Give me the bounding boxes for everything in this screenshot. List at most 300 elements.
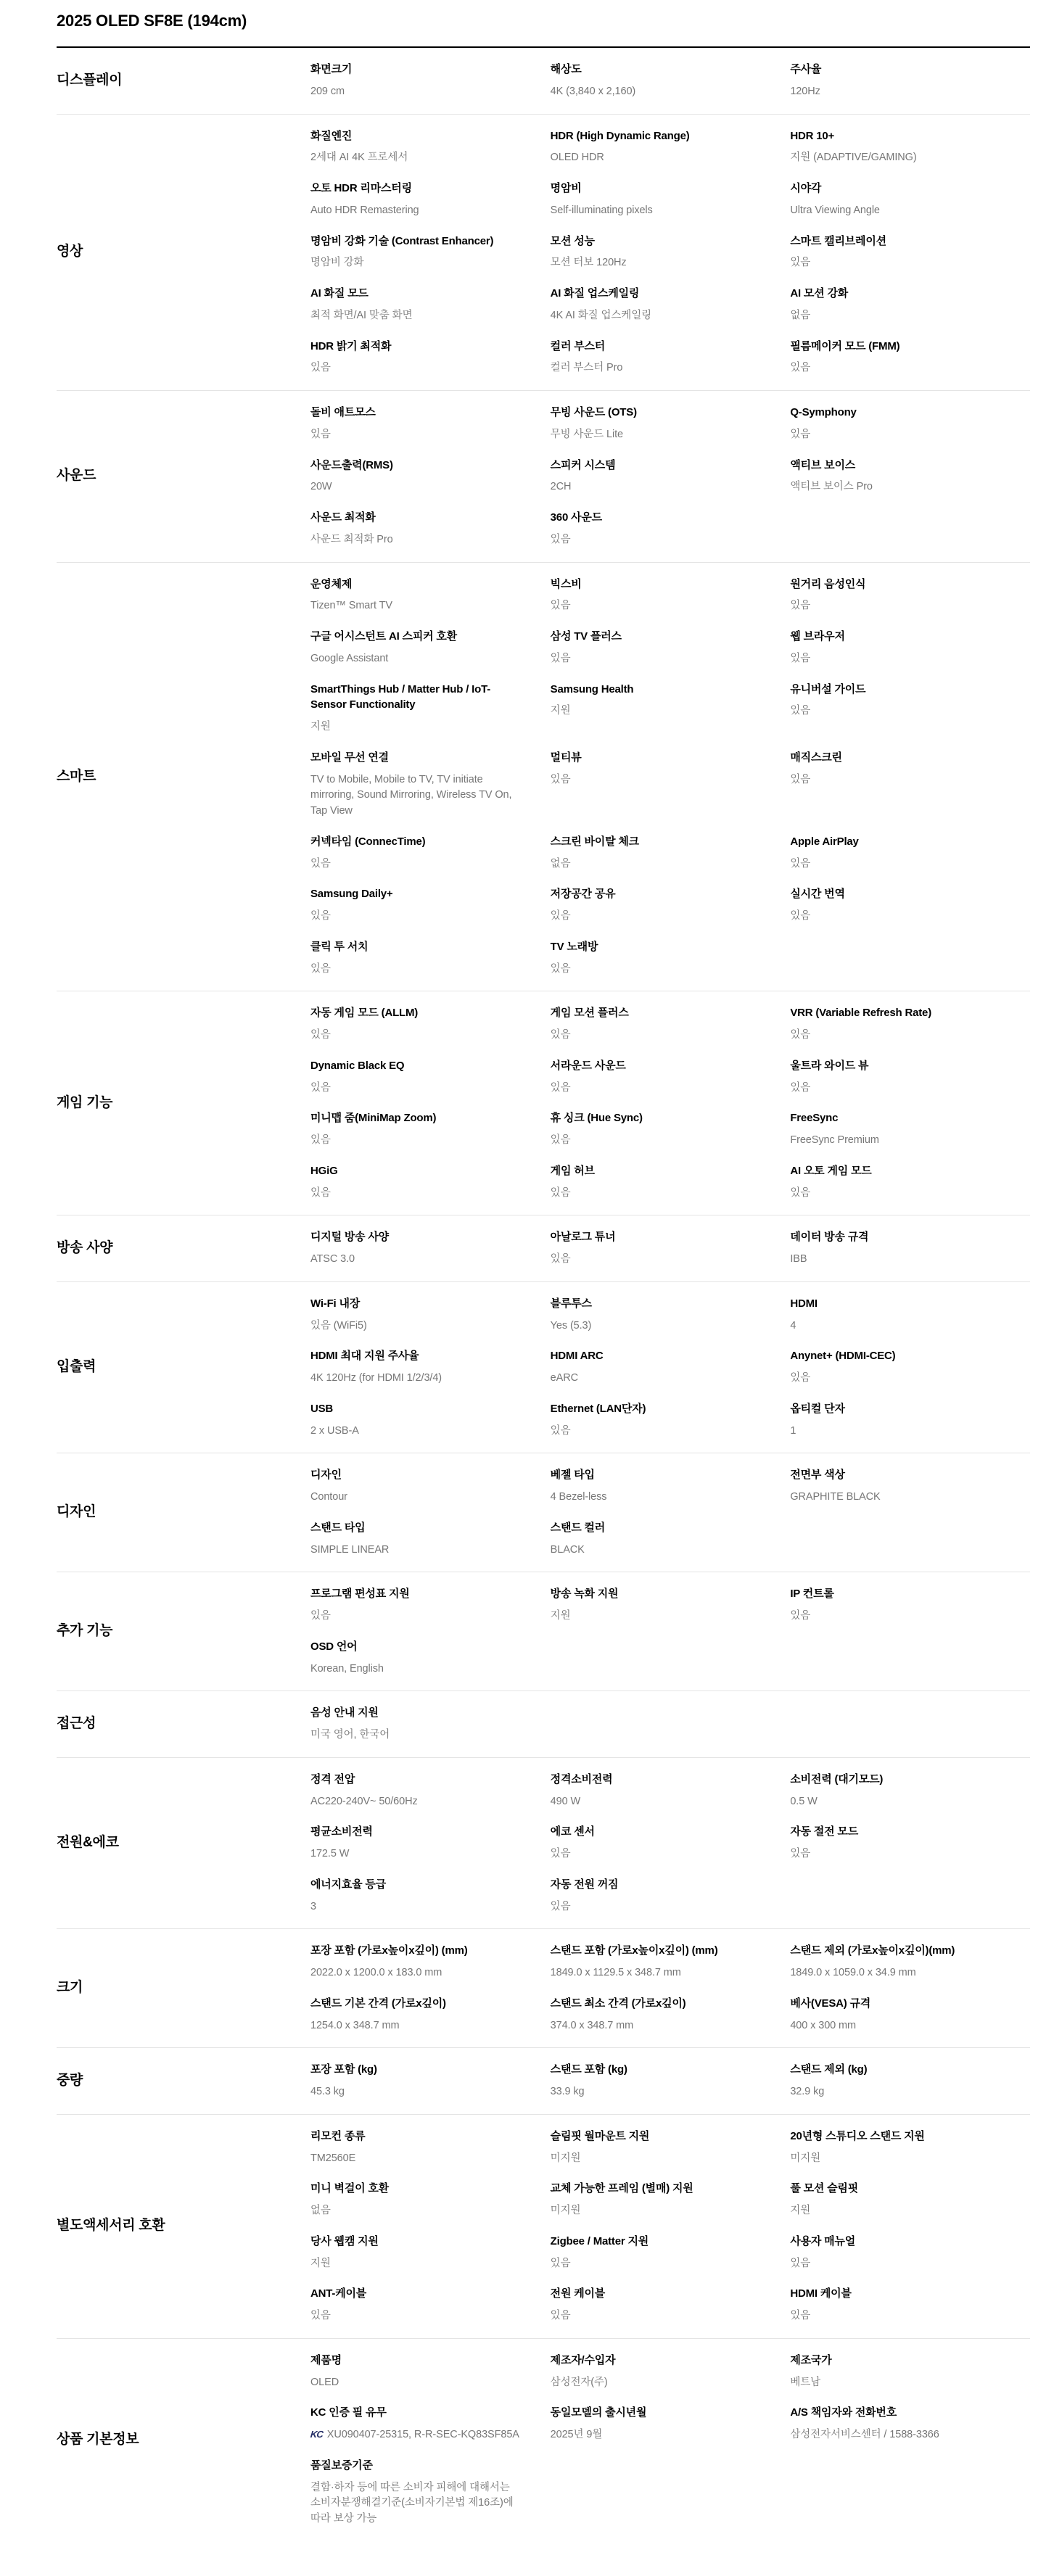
spec-name: 슬림핏 월마운트 지원 (550, 2129, 650, 2142)
spec-name: 사용자 매뉴얼 (790, 2234, 856, 2247)
spec-value-text: 있음 (310, 857, 331, 870)
section-label-accessibility: 접근성 (57, 1716, 96, 1732)
spec-cell (790, 1341, 1030, 1394)
spec-value (310, 2375, 520, 2391)
spec-value (551, 2018, 760, 2034)
spec-value-text: 있음 (310, 1081, 331, 1094)
spec-value-text: 지원 (310, 2257, 331, 2269)
spec-value-text: 있음 (790, 257, 811, 269)
spec-value-text: 172.5 W (310, 1848, 350, 1859)
spec-name: Samsung Health (550, 682, 634, 695)
spec-name: IP 컨트롤 (790, 1588, 834, 1601)
spec-name: 실시간 번역 (790, 888, 845, 901)
spec-cell (310, 2055, 551, 2108)
spec-value-text: 있음 (790, 2310, 811, 2321)
spec-value-text: 0.5 W (790, 1795, 818, 1807)
section-label-accessory-compat: 별도액세서리 호환 (57, 2218, 165, 2234)
spec-name: 리모컨 종류 (310, 2129, 366, 2142)
spec-value (551, 1318, 760, 1334)
spec-name: HDMI (790, 1297, 818, 1310)
section-label-sound: 사운드 (57, 468, 96, 484)
spec-name: 미니 벽걸이 호환 (310, 2182, 389, 2195)
spec-cell (790, 827, 1030, 880)
spec-value (310, 2256, 520, 2272)
spec-value-text: Tizen™ Smart TV (310, 600, 392, 612)
spec-section-product-info (57, 2339, 1030, 2541)
spec-cell (310, 2226, 551, 2279)
spec-value (310, 2480, 520, 2527)
spec-name: A/S 책임자와 전화번호 (790, 2406, 897, 2419)
section-grid (310, 1453, 1030, 1572)
spec-value-text: 4 (790, 1319, 796, 1332)
spec-value-text: 지원 (790, 2205, 811, 2216)
spec-name: 서라운드 사운드 (550, 1059, 626, 1072)
spec-value (790, 1965, 1000, 1981)
spec-value-text: 1849.0 x 1129.5 x 348.7 mm (550, 1967, 681, 1978)
spec-value (310, 308, 520, 324)
spec-value-text: 있음 (790, 2257, 811, 2269)
section-grid (310, 1691, 1030, 1757)
spec-value-text: 있음 (790, 1372, 811, 1384)
spec-cell (790, 1051, 1030, 1104)
spec-cell-empty (790, 1870, 1030, 1923)
spec-cell (551, 2345, 791, 2398)
spec-value-text: 있음 (790, 600, 811, 612)
spec-value (790, 1252, 1000, 1268)
spec-name: 미니맵 줌(MiniMap Zoom) (310, 1112, 437, 1125)
spec-value-text: Korean, English (310, 1662, 384, 1675)
spec-value-text: AC220-240V~ 50/60Hz (310, 1795, 418, 1807)
spec-name: 모션 성능 (550, 234, 595, 247)
spec-value (551, 2203, 760, 2219)
spec-section-size (57, 1929, 1030, 2048)
spec-cell (790, 2174, 1030, 2226)
spec-name: 유니버설 가이드 (790, 682, 866, 695)
section-label-design: 디자인 (57, 1504, 96, 1520)
spec-cell (310, 932, 551, 985)
spec-value (310, 2151, 520, 2167)
spec-cell (310, 1870, 551, 1923)
spec-value-text: 490 W (550, 1795, 581, 1807)
spec-value-text: 있음 (550, 1848, 571, 1859)
spec-cell (790, 1156, 1030, 1209)
spec-cell (310, 226, 551, 279)
spec-name: AI 화질 모드 (310, 287, 369, 300)
spec-cell (790, 173, 1030, 226)
spec-cell (310, 503, 551, 556)
spec-value (551, 772, 760, 788)
spec-value-text: 지원 (ADAPTIVE/GAMING) (790, 152, 917, 164)
spec-value (790, 2018, 1000, 2034)
spec-section-sound (57, 391, 1030, 563)
spec-value (310, 1965, 520, 1981)
spec-value-text: 400 x 300 mm (790, 2019, 857, 2031)
spec-cell (790, 1579, 1030, 1632)
spec-value (790, 772, 1000, 788)
spec-value (551, 203, 760, 219)
spec-value-text: 2 x USB-A (310, 1424, 359, 1437)
spec-value (310, 479, 520, 495)
spec-cell-empty (551, 1698, 791, 1751)
spec-cell (310, 1289, 551, 1342)
spec-cell (790, 1989, 1030, 2042)
spec-cell (310, 1222, 551, 1275)
spec-value-text: 무빙 사운드 Lite (550, 428, 624, 440)
spec-value-text: 2CH (550, 481, 572, 493)
spec-value-text: Contour (310, 1491, 347, 1503)
spec-cell (310, 1817, 551, 1870)
spec-value (310, 598, 520, 614)
spec-value (790, 1028, 1000, 1044)
spec-value-text: 미지원 (550, 2152, 581, 2164)
spec-name: 구글 어시스턴트 AI 스피커 호환 (310, 630, 457, 643)
spec-value (551, 703, 760, 719)
spec-name: 스피커 시스템 (550, 458, 616, 471)
spec-value-text: 명암비 강화 (310, 257, 364, 269)
spec-name: 음성 안내 지원 (310, 1706, 379, 1720)
spec-value (551, 1252, 760, 1268)
spec-cell (551, 226, 791, 279)
spec-name: 옵티컬 단자 (790, 1402, 845, 1415)
spec-value (790, 2308, 1000, 2324)
spec-value-text: 있음 (550, 1081, 571, 1094)
spec-cell (551, 1341, 791, 1394)
spec-name: FreeSync (790, 1112, 839, 1125)
section-grid (310, 1282, 1030, 1453)
spec-name: Wi-Fi 내장 (310, 1297, 361, 1310)
spec-value-text: eARC (550, 1372, 578, 1384)
spec-value-text: 있음 (310, 428, 331, 440)
spec-cell (551, 54, 791, 107)
section-grid (310, 391, 1030, 562)
spec-cell (310, 1579, 551, 1632)
section-label-gaming: 게임 기능 (57, 1094, 113, 1110)
section-label-weight: 중량 (57, 2073, 83, 2089)
spec-value (310, 1846, 520, 1862)
spec-value-text: 있음 (550, 962, 571, 975)
spec-section-smart (57, 563, 1030, 992)
spec-cell (310, 1103, 551, 1156)
spec-value (551, 479, 760, 495)
spec-name: 풀 모션 슬림핏 (790, 2182, 859, 2195)
spec-cell (790, 226, 1030, 279)
spec-value-text: TM2560E (310, 2152, 356, 2164)
spec-value (310, 1490, 520, 1506)
spec-value (790, 2203, 1000, 2219)
spec-value-text: 20W (310, 481, 332, 493)
spec-value (310, 1318, 520, 1334)
spec-cell (551, 278, 791, 331)
spec-value (551, 532, 760, 548)
spec-name: 프로그램 편성표 지원 (310, 1588, 410, 1601)
spec-section-accessibility (57, 1691, 1030, 1758)
spec-value (551, 2256, 760, 2272)
spec-value-text: 결함·하자 등에 따른 소비자 피해에 대해서는 소비자분쟁해결기준(소비자기본법 제16조)에 따라 보상 가능 (310, 2481, 514, 2525)
spec-cell-empty (790, 2451, 1030, 2535)
section-label-extra-features: 추가 기능 (57, 1623, 113, 1639)
spec-name: 포장 포함 (kg) (310, 2063, 377, 2076)
spec-cell (551, 450, 791, 503)
section-grid (310, 2048, 1030, 2114)
spec-name: 주사율 (790, 63, 822, 75)
spec-name: 화질엔진 (310, 129, 353, 142)
spec-name: Dynamic Black EQ (310, 1059, 405, 1072)
spec-name: 전원 케이블 (550, 2287, 606, 2300)
spec-name: 베사(VESA) 규격 (790, 1997, 871, 2010)
section-label-size: 크기 (57, 1980, 83, 1996)
spec-value (790, 84, 1000, 100)
spec-name: 스탠드 타입 (310, 1521, 366, 1534)
spec-section-display (57, 48, 1030, 115)
spec-value (790, 255, 1000, 271)
spec-value (790, 703, 1000, 719)
spec-value-text: 없음 (550, 857, 571, 870)
spec-cell-empty (551, 2451, 791, 2535)
spec-value (551, 1965, 760, 1981)
spec-cell (310, 278, 551, 331)
spec-cell (310, 2121, 551, 2174)
section-grid (310, 1758, 1030, 1929)
spec-value-text: 있음 (310, 2310, 331, 2321)
spec-value (790, 651, 1000, 667)
spec-value (790, 1186, 1000, 1202)
spec-name: 평균소비전력 (310, 1825, 373, 1838)
spec-name: ANT-케이블 (310, 2287, 367, 2300)
spec-value (310, 2427, 520, 2443)
spec-value-text: 베트남 (790, 2376, 821, 2388)
spec-value (310, 2308, 520, 2324)
spec-cell (790, 2226, 1030, 2279)
spec-cell (551, 2398, 791, 2451)
spec-value (310, 1371, 520, 1387)
spec-name: Zigbee / Matter 지원 (550, 2234, 649, 2247)
spec-cell (551, 1579, 791, 1632)
spec-value-text: 있음 (550, 1900, 571, 1912)
spec-name: 디자인 (310, 1469, 342, 1482)
spec-value-text: 4K 120Hz (for HDMI 1/2/3/4) (310, 1372, 442, 1384)
spec-value (551, 598, 760, 614)
spec-value (551, 1794, 760, 1810)
section-grid (310, 563, 1030, 991)
section-grid (310, 991, 1030, 1215)
spec-value (790, 2427, 1000, 2443)
spec-name: 운영체제 (310, 577, 353, 590)
section-label-display: 디스플레이 (57, 72, 123, 88)
spec-name: 전면부 색상 (790, 1469, 845, 1482)
spec-value-text: Ultra Viewing Angle (790, 204, 880, 216)
section-label-power-eco: 전원&에코 (57, 1835, 119, 1851)
spec-name: 에너지효율 등급 (310, 1878, 386, 1891)
spec-value-text: 지원 (310, 721, 331, 732)
spec-cell (551, 1051, 791, 1104)
spec-name: USB (310, 1402, 334, 1415)
spec-value (310, 962, 520, 978)
spec-table (57, 48, 1030, 2541)
spec-value (790, 2151, 1000, 2167)
spec-name: 에코 센서 (550, 1825, 595, 1838)
spec-value-text: 있음 (310, 1610, 331, 1622)
spec-cell (790, 743, 1030, 827)
spec-value (551, 962, 760, 978)
spec-value (310, 1133, 520, 1149)
spec-value-text: 있음 (790, 362, 811, 374)
spec-cell (790, 54, 1030, 107)
spec-value-text: 삼성전자(주) (550, 2376, 608, 2388)
spec-value-text: 삼성전자서비스센터 / 1588-3366 (790, 2429, 939, 2440)
spec-value-text: 1849.0 x 1059.0 x 34.9 mm (790, 1967, 916, 1978)
spec-cell (551, 1103, 791, 1156)
spec-name: 명암비 강화 기술 (Contrast Enhancer) (310, 234, 494, 247)
spec-value-text: Self-illuminating pixels (550, 204, 653, 216)
spec-section-broadcast (57, 1215, 1030, 1282)
spec-cell (551, 1764, 791, 1817)
spec-cell (551, 1870, 791, 1923)
spec-cell (790, 674, 1030, 743)
spec-cell (790, 1103, 1030, 1156)
spec-value (790, 308, 1000, 324)
spec-value (310, 255, 520, 271)
spec-value (310, 1186, 520, 1202)
spec-section-weight (57, 2048, 1030, 2115)
spec-cell (310, 397, 551, 450)
spec-name: 방송 녹화 지원 (550, 1588, 619, 1601)
spec-name: HDR 10+ (790, 129, 835, 142)
spec-cell (551, 503, 791, 556)
spec-value (551, 1490, 760, 1506)
spec-cell (551, 1289, 791, 1342)
section-label-io: 입출력 (57, 1359, 96, 1375)
spec-cell (790, 1289, 1030, 1342)
spec-value (551, 856, 760, 872)
spec-value (551, 651, 760, 667)
spec-cell (551, 879, 791, 932)
spec-value-text: IBB (790, 1253, 807, 1265)
spec-value (551, 2308, 760, 2324)
spec-cell (551, 743, 791, 827)
spec-value-text: 액티브 보이스 Pro (790, 481, 873, 493)
spec-cell (790, 278, 1030, 331)
spec-name: 동일모델의 출시년월 (550, 2406, 647, 2419)
spec-name: 빅스비 (550, 577, 582, 590)
spec-value (551, 308, 760, 324)
spec-name: 해상도 (550, 63, 582, 75)
spec-cell (310, 879, 551, 932)
spec-cell-empty (551, 1632, 791, 1685)
spec-name: 스마트 캘리브레이션 (790, 234, 886, 247)
spec-name: Anynet+ (HDMI-CEC) (790, 1350, 896, 1363)
spec-name: 자동 절전 모드 (790, 1825, 859, 1838)
spec-value-text: 있음 (550, 1186, 571, 1199)
spec-value-text: Google Assistant (310, 652, 389, 664)
spec-name: 게임 모션 플러스 (550, 1007, 629, 1020)
spec-cell (310, 1989, 551, 2042)
spec-value (551, 1371, 760, 1387)
spec-value-text: 있음 (550, 910, 571, 922)
spec-value-text: 최적 화면/AI 맞춤 화면 (310, 309, 413, 321)
spec-name: HGiG (310, 1164, 338, 1177)
spec-cell (310, 743, 551, 827)
spec-name: 액티브 보이스 (790, 458, 856, 471)
spec-cell (551, 1460, 791, 1513)
spec-name: 정격 전압 (310, 1772, 355, 1786)
spec-cell (551, 2055, 791, 2108)
spec-value-text: 있음 (790, 1610, 811, 1622)
spec-section-gaming (57, 991, 1030, 1215)
spec-cell (310, 622, 551, 674)
spec-name: 제조국가 (790, 2353, 832, 2366)
spec-cell (310, 1936, 551, 1989)
spec-cell (551, 1817, 791, 1870)
spec-cell (310, 173, 551, 226)
spec-cell (790, 121, 1030, 174)
spec-cell (551, 121, 791, 174)
spec-value (310, 1661, 520, 1677)
section-label-broadcast: 방송 사양 (57, 1240, 113, 1256)
spec-name: 자동 게임 모드 (ALLM) (310, 1007, 419, 1020)
spec-name: 20년형 스튜디오 스탠드 지원 (790, 2129, 925, 2142)
section-grid (310, 2339, 1030, 2541)
spec-name: AI 오토 게임 모드 (790, 1164, 872, 1177)
spec-cell (310, 1513, 551, 1566)
spec-cell-empty (790, 503, 1030, 556)
spec-cell (790, 1936, 1030, 1989)
spec-cell-empty (790, 1632, 1030, 1685)
spec-value-text: 있음 (550, 773, 571, 785)
spec-cell (310, 54, 551, 107)
spec-section-accessory-compat (57, 2115, 1030, 2339)
spec-value-text: BLACK (550, 1543, 585, 1556)
spec-value (551, 2427, 760, 2443)
spec-value-text: 없음 (790, 309, 811, 321)
spec-cell (551, 331, 791, 384)
spec-value (310, 651, 520, 667)
spec-cell (790, 397, 1030, 450)
section-label-video: 영상 (57, 244, 83, 260)
spec-value-text: 있음 (310, 962, 331, 975)
spec-value-text: 있음 (550, 2310, 571, 2321)
spec-value-text: OLED HDR (550, 152, 604, 164)
section-grid (310, 115, 1030, 391)
spec-cell (310, 1460, 551, 1513)
section-label-smart: 스마트 (57, 768, 96, 784)
spec-value-text: 있음 (310, 1186, 331, 1199)
spec-value-text: 미국 영어, 한국어 (310, 1729, 390, 1741)
spec-value-text: XU090407-25315, R-R-SEC-KQ83SF85A (326, 2429, 519, 2440)
spec-name: 클릭 투 서치 (310, 940, 369, 953)
section-grid (310, 1572, 1030, 1690)
spec-cell-empty (790, 932, 1030, 985)
spec-value-text: 컬러 부스터 Pro (550, 362, 623, 374)
spec-cell (551, 1936, 791, 1989)
spec-value-text: 209 cm (310, 85, 345, 97)
spec-name: 사운드 최적화 (310, 511, 376, 524)
spec-value (551, 1543, 760, 1559)
spec-name: Ethernet (LAN단자) (550, 1402, 646, 1415)
spec-value (790, 2084, 1000, 2100)
spec-cell (551, 674, 791, 743)
spec-value (790, 1609, 1000, 1625)
spec-value (790, 2256, 1000, 2272)
spec-cell (790, 622, 1030, 674)
spec-value-text: 있음 (550, 1029, 571, 1041)
spec-value (551, 1081, 760, 1097)
spec-value (790, 1794, 1000, 1810)
spec-name: Samsung Daily+ (310, 888, 393, 901)
spec-cell (551, 1989, 791, 2042)
spec-value (790, 203, 1000, 219)
spec-value-text: 4K AI 화질 업스케일링 (550, 309, 652, 321)
spec-value-text: 2세대 AI 4K 프로세서 (310, 152, 408, 164)
